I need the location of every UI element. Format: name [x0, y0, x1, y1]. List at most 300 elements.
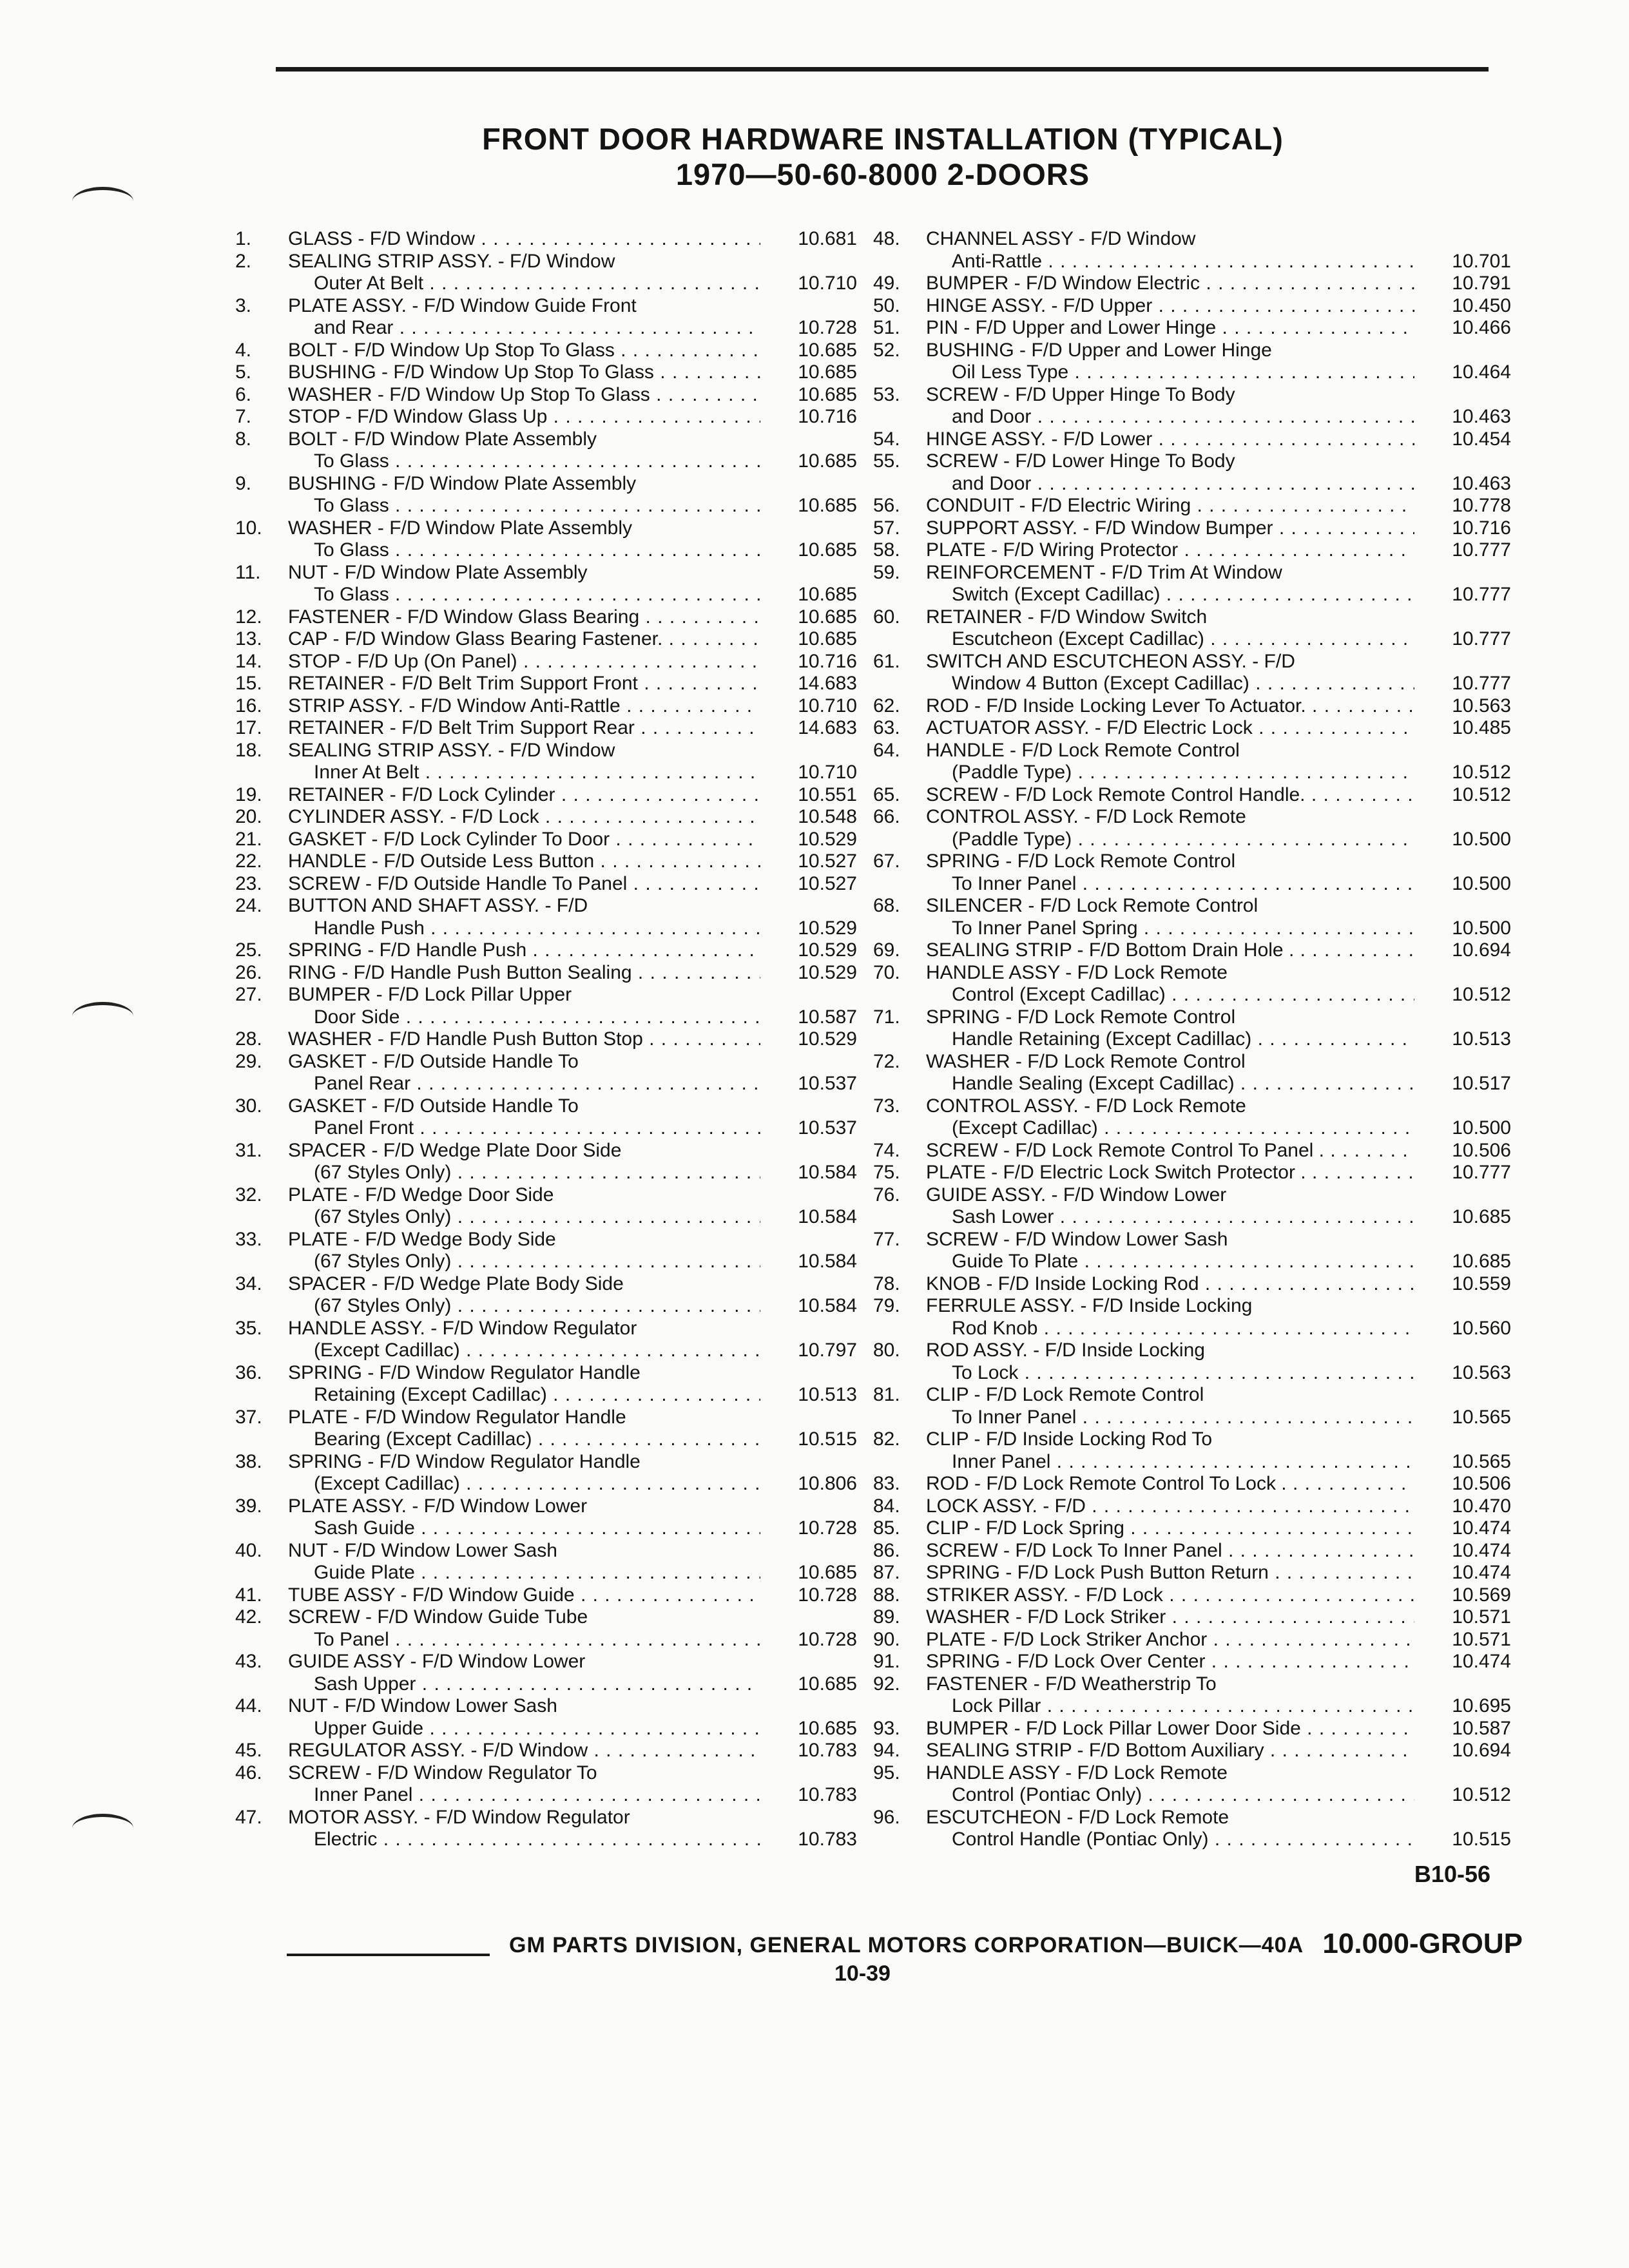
- item-number: 32.: [235, 1184, 262, 1206]
- item-number: 76.: [873, 1184, 900, 1206]
- item-description-continued: To Inner Panel Spring . . .: [873, 918, 1414, 940]
- parts-list-item: [235, 384, 857, 407]
- item-description: RING - F/D Handle Push Button Sealing . . .: [235, 962, 760, 985]
- parts-list-item: [873, 1740, 1511, 1762]
- parts-list-item: [873, 228, 1511, 273]
- item-number: 78.: [873, 1273, 900, 1294]
- item-group-number: 10.695: [1452, 1695, 1511, 1716]
- item-description-continued: Handle Push . . .: [235, 918, 760, 940]
- item-description-continued: (67 Styles Only) . . .: [235, 1206, 760, 1229]
- parts-list-item: [873, 962, 1511, 1006]
- item-number: 79.: [873, 1295, 900, 1316]
- parts-list-item: [235, 428, 857, 473]
- item-number: 25.: [235, 939, 262, 961]
- item-description: BUMPER - F/D Lock Pillar Upper: [288, 984, 572, 1005]
- parts-list-item: [873, 1651, 1511, 1673]
- item-number: 72.: [873, 1050, 900, 1072]
- item-description-continued: Control Handle (Pontiac Only) . . .: [873, 1829, 1414, 1851]
- item-group-number: 10.506: [1452, 1139, 1511, 1161]
- item-description-continued: Door Side . . .: [235, 1006, 760, 1029]
- item-group-number: 10.474: [1452, 1651, 1511, 1672]
- item-description: CONTROL ASSY. - F/D Lock Remote: [926, 1095, 1246, 1117]
- item-number: 2.: [235, 250, 252, 272]
- parts-list-item: [873, 517, 1511, 540]
- item-description: NUT - F/D Window Lower Sash: [288, 1695, 557, 1716]
- item-group-number: 10.701: [1452, 250, 1511, 272]
- item-description: PLATE ASSY. - F/D Window Lower: [288, 1495, 588, 1517]
- item-description: CAP - F/D Window Glass Bearing Fastener. . . .: [235, 628, 760, 651]
- item-number: 45.: [235, 1740, 262, 1761]
- parts-list-item: [235, 1407, 857, 1451]
- item-group-number: 10.464: [1452, 361, 1511, 383]
- item-description-continued: To Inner Panel . . .: [873, 873, 1414, 896]
- item-description: HANDLE - F/D Outside Less Button . . .: [235, 850, 760, 873]
- item-group-number: 10.783: [798, 1829, 857, 1850]
- item-number: 30.: [235, 1095, 262, 1117]
- item-number: 21.: [235, 828, 262, 850]
- item-group-number: 10.777: [1452, 628, 1511, 649]
- item-number: 16.: [235, 695, 262, 716]
- parts-list-item: [235, 717, 857, 740]
- item-description-continued: To Glass . . .: [235, 584, 760, 606]
- item-description: SEALING STRIP - F/D Bottom Drain Hole . . . .: [873, 939, 1414, 962]
- item-group-number: 10.777: [1452, 673, 1511, 694]
- item-group-number: 10.685: [798, 339, 857, 361]
- item-description-continued: (67 Styles Only) . . .: [235, 1251, 760, 1273]
- item-description: SPRING - F/D Window Regulator Handle: [288, 1361, 641, 1383]
- parts-list-item: [235, 251, 857, 295]
- item-group-number: 10.463: [1452, 406, 1511, 427]
- parts-list-item: [873, 1606, 1511, 1629]
- item-number: 86.: [873, 1539, 900, 1561]
- item-description-continued: To Glass . . .: [235, 539, 760, 562]
- item-group-number: 10.454: [1452, 428, 1511, 450]
- item-group-number: 10.777: [1452, 584, 1511, 605]
- item-description: SUPPORT ASSY. - F/D Window Bumper . . .: [873, 517, 1414, 540]
- item-description: ROD ASSY. - F/D Inside Locking: [926, 1340, 1205, 1361]
- item-description: HANDLE - F/D Lock Remote Control: [926, 739, 1240, 761]
- parts-list-item: [235, 228, 857, 251]
- item-description: HINGE ASSY. - F/D Upper . . .: [873, 295, 1414, 318]
- item-description: STRIKER ASSY. - F/D Lock . . .: [873, 1584, 1414, 1607]
- item-number: 20.: [235, 806, 262, 827]
- item-group-number: 10.716: [798, 406, 857, 427]
- parts-list-item: [873, 784, 1511, 807]
- item-number: 13.: [235, 628, 262, 649]
- parts-list-right: [873, 228, 1511, 1851]
- item-description-continued: Control (Pontiac Only) . . .: [873, 1784, 1414, 1807]
- item-number: 51.: [873, 317, 900, 338]
- item-group-number: 10.728: [798, 317, 857, 338]
- item-group-number: 10.506: [1452, 1473, 1511, 1494]
- item-group-number: 10.474: [1452, 1539, 1511, 1561]
- item-description: STRIP ASSY. - F/D Window Anti-Rattle . . .: [235, 695, 760, 718]
- parts-list-item: [873, 1540, 1511, 1562]
- item-description-continued: Panel Front . . .: [235, 1117, 760, 1140]
- item-group-number: 10.529: [798, 961, 857, 983]
- parts-list-item: [235, 628, 857, 651]
- item-number: 23.: [235, 872, 262, 894]
- item-group-number: 10.513: [1452, 1028, 1511, 1050]
- item-description-continued: (67 Styles Only) . . .: [235, 1295, 760, 1318]
- parts-list-item: [235, 340, 857, 362]
- parts-list-item: [235, 740, 857, 784]
- item-description: SPRING - F/D Lock Over Center . . .: [873, 1651, 1414, 1673]
- item-number: 82.: [873, 1428, 900, 1450]
- parts-list-item: [235, 1740, 857, 1762]
- parts-list-item: [235, 806, 857, 829]
- parts-list-item: [873, 1807, 1511, 1851]
- item-group-number: 10.584: [798, 1295, 857, 1316]
- item-number: 84.: [873, 1495, 900, 1517]
- parts-list-item: [235, 1651, 857, 1695]
- item-group-number: 10.515: [1452, 1829, 1511, 1850]
- item-group-number: 10.685: [798, 606, 857, 628]
- item-description-continued: To Lock . . .: [873, 1362, 1414, 1385]
- item-number: 14.: [235, 650, 262, 672]
- item-description: FASTENER - F/D Window Glass Bearing . . .: [235, 606, 760, 629]
- item-number: 27.: [235, 984, 262, 1005]
- item-group-number: 10.563: [1452, 695, 1511, 716]
- item-description: PLATE - F/D Electric Lock Switch Protector . . . .: [873, 1162, 1414, 1184]
- item-description: WASHER - F/D Lock Remote Control: [926, 1050, 1246, 1072]
- item-group-number: 10.474: [1452, 1517, 1511, 1539]
- item-group-number: 10.694: [1452, 1740, 1511, 1761]
- parts-list-item: [873, 939, 1511, 962]
- parts-list-item: [235, 873, 857, 896]
- item-group-number: 10.565: [1452, 1406, 1511, 1428]
- item-description-continued: Control (Except Cadillac) . . .: [873, 984, 1414, 1006]
- item-number: 7.: [235, 406, 252, 427]
- item-group-number: 10.584: [798, 1206, 857, 1227]
- item-group-number: 10.571: [1452, 1628, 1511, 1650]
- item-number: 6.: [235, 383, 252, 405]
- item-number: 5.: [235, 361, 252, 383]
- item-group-number: 10.563: [1452, 1361, 1511, 1383]
- item-description: GASKET - F/D Outside Handle To: [288, 1095, 579, 1117]
- item-group-number: 10.728: [798, 1517, 857, 1539]
- parts-list-item: [873, 651, 1511, 695]
- item-description: HINGE ASSY. - F/D Lower . . .: [873, 428, 1414, 451]
- item-number: 9.: [235, 472, 252, 494]
- item-number: 18.: [235, 739, 262, 761]
- item-number: 31.: [235, 1139, 262, 1161]
- parts-list-item: [235, 1184, 857, 1229]
- item-number: 69.: [873, 939, 900, 961]
- item-number: 80.: [873, 1340, 900, 1361]
- item-number: 75.: [873, 1162, 900, 1183]
- parts-list-item: [873, 1140, 1511, 1162]
- item-group-number: 10.728: [798, 1584, 857, 1606]
- item-number: 24.: [235, 895, 262, 916]
- item-number: 91.: [873, 1651, 900, 1672]
- parts-list-item: [235, 1273, 857, 1318]
- parts-list-item: [873, 1229, 1511, 1273]
- item-number: 40.: [235, 1539, 262, 1561]
- page-number: 10-39: [834, 1961, 891, 1986]
- item-description: STOP - F/D Window Glass Up . . .: [235, 406, 760, 428]
- item-number: 61.: [873, 650, 900, 672]
- parts-list-item: [873, 1184, 1511, 1229]
- parts-list-item: [235, 562, 857, 606]
- item-group-number: 10.537: [798, 1073, 857, 1094]
- item-description-continued: (Except Cadillac) . . .: [235, 1340, 760, 1362]
- parts-list-item: [235, 361, 857, 384]
- item-number: 11.: [235, 561, 261, 583]
- item-description: BUSHING - F/D Window Plate Assembly: [288, 472, 637, 494]
- item-description: PLATE - F/D Wedge Body Side: [288, 1228, 556, 1250]
- item-description-continued: Guide To Plate . . .: [873, 1251, 1414, 1273]
- item-number: 53.: [873, 383, 900, 405]
- item-description-continued: Inner At Belt . . .: [235, 762, 760, 784]
- item-description: SPRING - F/D Lock Push Button Return . . .: [873, 1562, 1414, 1584]
- parts-list-left: [235, 228, 857, 1851]
- item-description: SPRING - F/D Window Regulator Handle: [288, 1450, 641, 1472]
- item-group-number: 10.685: [798, 628, 857, 649]
- item-group-number: 10.685: [798, 1717, 857, 1739]
- item-number: 74.: [873, 1139, 900, 1161]
- item-group-number: 10.565: [1452, 1450, 1511, 1472]
- parts-list-item: [235, 1584, 857, 1607]
- item-description: CONDUIT - F/D Electric Wiring . . .: [873, 495, 1414, 517]
- item-description: PLATE - F/D Lock Striker Anchor . . .: [873, 1629, 1414, 1651]
- parts-list-item: [873, 1162, 1511, 1184]
- item-group-number: 10.513: [798, 1384, 857, 1405]
- item-description: CLIP - F/D Lock Remote Control: [926, 1384, 1204, 1405]
- item-number: 96.: [873, 1806, 900, 1828]
- item-description-continued: To Inner Panel . . .: [873, 1407, 1414, 1429]
- item-description: PLATE - F/D Window Regulator Handle: [288, 1406, 626, 1428]
- item-group-number: 10.778: [1452, 495, 1511, 516]
- item-number: 92.: [873, 1673, 900, 1695]
- item-number: 50.: [873, 294, 900, 316]
- item-description: BUTTON AND SHAFT ASSY. - F/D: [288, 895, 588, 916]
- item-number: 39.: [235, 1495, 262, 1517]
- item-number: 38.: [235, 1450, 262, 1472]
- parts-list-item: [235, 673, 857, 695]
- item-description: REINFORCEMENT - F/D Trim At Window: [926, 561, 1282, 583]
- item-number: 58.: [873, 539, 900, 561]
- parts-list-item: [235, 606, 857, 629]
- item-group-number: 10.783: [798, 1740, 857, 1761]
- parts-list-item: [235, 1762, 857, 1807]
- binder-hole-mark: [72, 1002, 133, 1031]
- parts-list-item: [235, 1229, 857, 1273]
- parts-list-item: [873, 1006, 1511, 1051]
- item-group-number: 10.529: [798, 939, 857, 961]
- item-description-continued: Handle Retaining (Except Cadillac) . . .: [873, 1028, 1414, 1051]
- item-description: HANDLE ASSY. - F/D Window Regulator: [288, 1317, 637, 1339]
- item-description: SWITCH AND ESCUTCHEON ASSY. - F/D: [926, 650, 1295, 672]
- parts-list-item: [235, 962, 857, 985]
- item-group-number: 10.716: [798, 650, 857, 672]
- item-description-continued: Inner Panel . . .: [873, 1451, 1414, 1474]
- item-description-continued: Sash Lower . . .: [873, 1206, 1414, 1229]
- item-group-number: 10.806: [798, 1473, 857, 1494]
- item-group-number: 10.694: [1452, 939, 1511, 961]
- parts-list-item: [873, 717, 1511, 740]
- item-group-number: 14.683: [798, 717, 857, 738]
- parts-list-item: [235, 1606, 857, 1651]
- item-description-continued: and Rear . . .: [235, 317, 760, 340]
- item-number: 26.: [235, 961, 262, 983]
- item-group-number: 10.485: [1452, 717, 1511, 738]
- item-number: 55.: [873, 450, 900, 472]
- item-description-continued: Window 4 Button (Except Cadillac) . . .: [873, 673, 1414, 695]
- item-description: KNOB - F/D Inside Locking Rod . . .: [873, 1273, 1414, 1296]
- item-group-number: 10.551: [798, 783, 857, 805]
- item-group-number: 10.777: [1452, 539, 1511, 561]
- item-description: GASKET - F/D Lock Cylinder To Door . . .: [235, 829, 760, 851]
- page-title: FRONT DOOR HARDWARE INSTALLATION (TYPICAL): [482, 122, 1284, 156]
- item-description-continued: and Door . . .: [873, 406, 1414, 428]
- item-number: 89.: [873, 1606, 900, 1628]
- item-description: SEALING STRIP - F/D Bottom Auxiliary . . .: [873, 1740, 1414, 1762]
- parts-list-item: [873, 850, 1511, 895]
- item-description-continued: Handle Sealing (Except Cadillac) . . .: [873, 1073, 1414, 1095]
- item-group-number: 10.463: [1452, 472, 1511, 494]
- item-group-number: 10.529: [798, 828, 857, 850]
- item-description: RETAINER - F/D Lock Cylinder . . .: [235, 784, 760, 807]
- item-number: 62.: [873, 695, 900, 716]
- parts-list-item: [873, 539, 1511, 562]
- item-description: BOLT - F/D Window Up Stop To Glass . . .: [235, 340, 760, 362]
- parts-list-item: [873, 1584, 1511, 1607]
- parts-list-item: [235, 1051, 857, 1095]
- item-description: SCREW - F/D Upper Hinge To Body: [926, 383, 1235, 405]
- item-description: PLATE - F/D Wiring Protector . . .: [873, 539, 1414, 562]
- item-group-number: 10.685: [798, 361, 857, 383]
- item-number: 46.: [235, 1762, 262, 1783]
- item-description: ACTUATOR ASSY. - F/D Electric Lock . . .: [873, 717, 1414, 740]
- item-number: 15.: [235, 673, 262, 694]
- item-group-number: 10.685: [798, 495, 857, 516]
- item-group-number: 10.710: [798, 273, 857, 294]
- item-group-number: 10.537: [798, 1117, 857, 1139]
- item-group-number: 10.527: [798, 872, 857, 894]
- item-description: WASHER - F/D Lock Striker . . .: [873, 1606, 1414, 1629]
- item-description-continued: To Glass . . .: [235, 495, 760, 517]
- item-number: 90.: [873, 1628, 900, 1650]
- item-number: 71.: [873, 1006, 900, 1028]
- item-description-continued: Sash Upper . . .: [235, 1673, 760, 1696]
- item-number: 77.: [873, 1228, 900, 1250]
- parts-list-item: [873, 1384, 1511, 1428]
- item-group-number: 10.710: [798, 762, 857, 783]
- group-number: 10.000-GROUP: [1322, 1928, 1523, 1959]
- item-group-number: 10.500: [1452, 917, 1511, 939]
- item-description: REGULATOR ASSY. - F/D Window . . .: [235, 1740, 760, 1762]
- item-description-continued: Electric . . .: [235, 1829, 760, 1851]
- item-number: 95.: [873, 1762, 900, 1783]
- item-group-number: 10.527: [798, 850, 857, 872]
- parts-list-item: [873, 740, 1511, 784]
- item-number: 88.: [873, 1584, 900, 1606]
- item-description: GUIDE ASSY - F/D Window Lower: [288, 1651, 586, 1672]
- item-group-number: 10.728: [798, 1628, 857, 1650]
- parts-list-item: [235, 1495, 857, 1540]
- parts-list-item: [873, 895, 1511, 939]
- item-group-number: 10.587: [1452, 1717, 1511, 1739]
- item-group-number: 10.512: [1452, 762, 1511, 783]
- parts-list-item: [873, 295, 1511, 318]
- parts-list-item: [235, 850, 857, 873]
- item-description: SCREW - F/D Lock Remote Control Handle. . . .: [873, 784, 1414, 807]
- parts-list-item: [235, 939, 857, 962]
- item-description: SILENCER - F/D Lock Remote Control: [926, 895, 1258, 916]
- item-number: 67.: [873, 850, 900, 872]
- item-number: 73.: [873, 1095, 900, 1117]
- item-number: 49.: [873, 273, 900, 294]
- parts-list-item: [235, 473, 857, 517]
- item-number: 37.: [235, 1406, 262, 1428]
- item-group-number: 10.681: [798, 228, 857, 249]
- parts-list-item: [235, 1028, 857, 1051]
- item-description: WASHER - F/D Handle Push Button Stop . . .: [235, 1028, 760, 1051]
- item-number: 22.: [235, 850, 262, 872]
- item-description: SCREW - F/D Window Lower Sash: [926, 1228, 1228, 1250]
- parts-list-item: [235, 1095, 857, 1140]
- item-description-continued: Oil Less Type . . .: [873, 361, 1414, 384]
- item-group-number: 10.587: [798, 1006, 857, 1028]
- parts-list-item: [873, 1562, 1511, 1584]
- item-description: RETAINER - F/D Belt Trim Support Front . . .: [235, 673, 760, 695]
- item-description: SCREW - F/D Lower Hinge To Body: [926, 450, 1235, 472]
- item-group-number: 10.777: [1452, 1162, 1511, 1183]
- item-description: SPACER - F/D Wedge Plate Door Side: [288, 1139, 622, 1161]
- item-description-continued: To Panel . . .: [235, 1629, 760, 1651]
- item-number: 33.: [235, 1228, 262, 1250]
- item-number: 41.: [235, 1584, 262, 1606]
- item-group-number: 10.685: [798, 383, 857, 405]
- parts-list-item: [235, 829, 857, 851]
- item-description-continued: (Paddle Type) . . .: [873, 829, 1414, 851]
- item-number: 43.: [235, 1651, 262, 1672]
- item-description-continued: (Paddle Type) . . .: [873, 762, 1414, 784]
- item-description-continued: Rod Knob . . .: [873, 1318, 1414, 1340]
- item-description-continued: Escutcheon (Except Cadillac) . . .: [873, 628, 1414, 651]
- item-description: CLIP - F/D Inside Locking Rod To: [926, 1428, 1213, 1450]
- item-number: 85.: [873, 1517, 900, 1539]
- parts-list-item: [873, 806, 1511, 850]
- parts-list-item: [873, 317, 1511, 340]
- item-group-number: 10.685: [798, 450, 857, 472]
- item-group-number: 10.560: [1452, 1317, 1511, 1339]
- item-description-continued: Anti-Rattle . . .: [873, 251, 1414, 273]
- item-group-number: 10.569: [1452, 1584, 1511, 1606]
- item-group-number: 10.512: [1452, 1784, 1511, 1805]
- item-description: SEALING STRIP ASSY. - F/D Window: [288, 250, 615, 272]
- parts-list-item: [873, 1428, 1511, 1473]
- item-number: 64.: [873, 739, 900, 761]
- item-description: SCREW - F/D Window Regulator To: [288, 1762, 597, 1783]
- item-group-number: 10.584: [798, 1162, 857, 1183]
- item-description: CLIP - F/D Lock Spring . . .: [873, 1517, 1414, 1540]
- item-group-number: 10.783: [798, 1784, 857, 1805]
- item-number: 8.: [235, 428, 252, 450]
- parts-list-item: [235, 1362, 857, 1407]
- parts-list-item: [235, 1318, 857, 1362]
- item-description: FERRULE ASSY. - F/D Inside Locking: [926, 1295, 1253, 1316]
- parts-list-item: [873, 384, 1511, 428]
- item-description: SEALING STRIP ASSY. - F/D Window: [288, 739, 615, 761]
- binder-hole-mark: [72, 187, 133, 216]
- item-number: 94.: [873, 1740, 900, 1761]
- item-number: 10.: [235, 517, 262, 539]
- parts-list-item: [235, 1140, 857, 1184]
- item-group-number: 10.685: [1452, 1251, 1511, 1272]
- parts-list-item: [235, 1540, 857, 1584]
